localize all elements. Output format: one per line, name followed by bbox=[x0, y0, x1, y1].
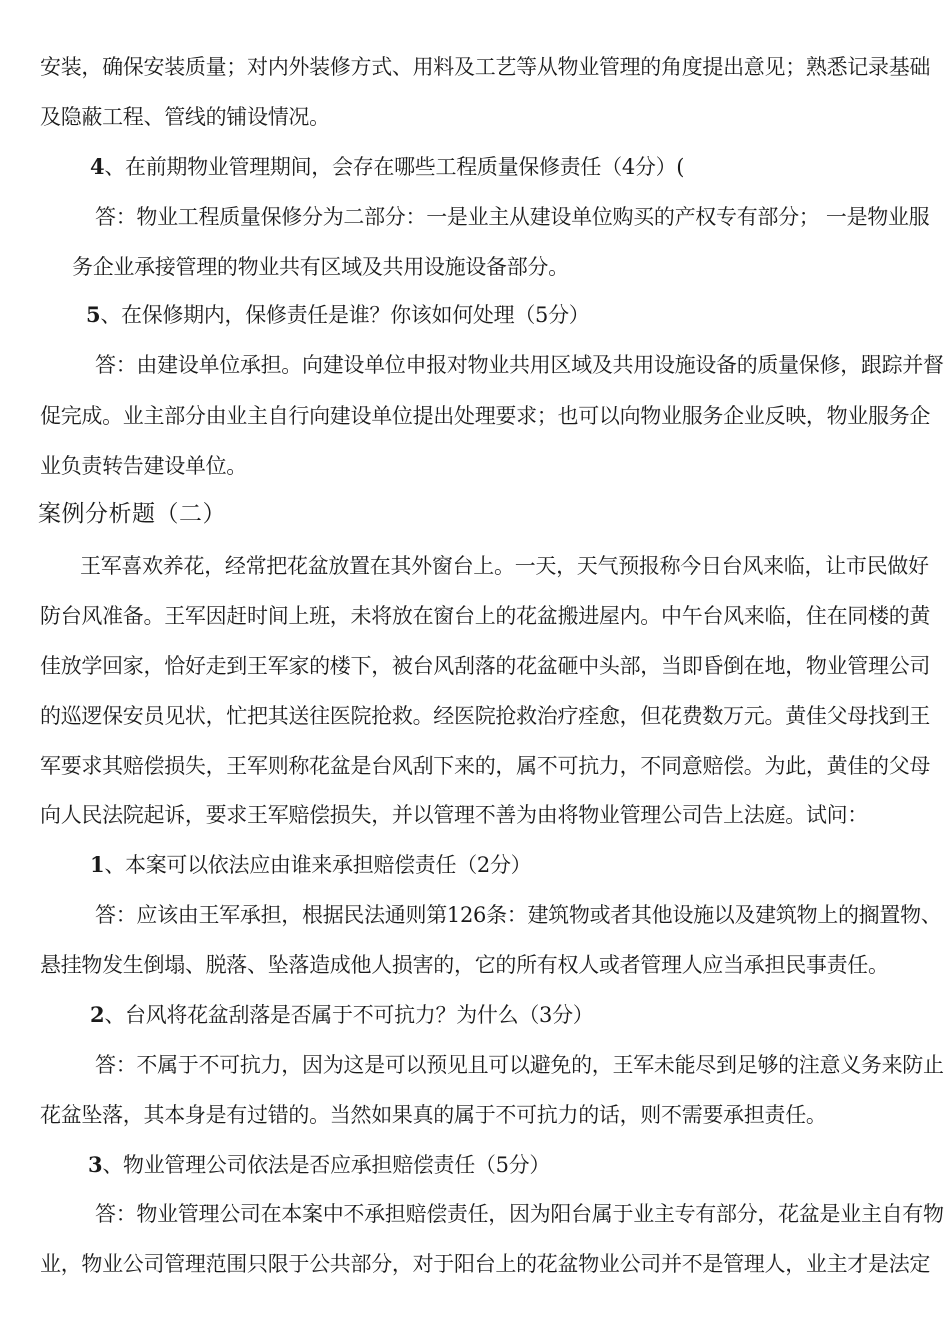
question-text: 、物业管理公司依法是否应承担赔偿责任 bbox=[102, 1153, 475, 1177]
question-score: （5分） bbox=[474, 1153, 551, 1177]
question-number: 1 bbox=[90, 852, 105, 877]
question-text: 、在前期物业管理期间，会存在哪些工程质量保修责任 bbox=[104, 155, 602, 179]
question-2 bbox=[90, 1001, 593, 1029]
section-heading: 案例分析题（二） bbox=[38, 501, 226, 527]
question-3 bbox=[88, 1151, 550, 1179]
question-text: 、台风将花盆刮落是否属于不可抗力？为什么 bbox=[104, 1003, 519, 1027]
case-paragraph-line: 防台风准备。王军因赶时间上班，未将放在窗台上的花盆搬进屋内。中午台风来临，住在同楼的黄 bbox=[40, 604, 931, 628]
answer-4-line: 务企业承接管理的物业共有区域及共用设施设备部分。 bbox=[72, 255, 569, 279]
paragraph-line: 安装，确保安装质量；对内外装修方式、用料及工艺等从物业管理的角度提出意见；熟悉记录基础 bbox=[40, 55, 931, 79]
answer-2-line: 花盆坠落，其本身是有过错的。当然如果真的属于不可抗力的话，则不需要承担责任。 bbox=[40, 1103, 827, 1127]
question-number: 4 bbox=[90, 154, 105, 179]
answer-1-line: 悬挂物发生倒塌、脱落、坠落造成他人损害的，它的所有权人或者管理人应当承担民事责任。 bbox=[40, 953, 889, 977]
answer-1-line: 答：应该由王军承担，根据民法通则第126条：建筑物或者其他设施以及建筑物上的搁置物、 bbox=[95, 903, 942, 927]
answer-4-line: 答：物业工程质量保修分为二部分：一是业主从建设单位购买的产权专有部分； 一是物业服 bbox=[95, 205, 930, 229]
question-text: 、本案可以依法应由谁来承担赔偿责任 bbox=[104, 853, 457, 877]
case-paragraph-line: 佳放学回家，恰好走到王军家的楼下，被台风刮落的花盆砸中头部，当即昏倒在地，物业管理公司 bbox=[40, 654, 931, 678]
question-score: （4分）( bbox=[601, 155, 685, 179]
answer-5-line: 答：由建设单位承担。向建设单位申报对物业共用区域及共用设施设备的质量保修，跟踪并督 bbox=[95, 353, 944, 377]
question-score: （2分） bbox=[456, 853, 532, 877]
question-text: 、在保修期内，保修责任是谁？你该如何处理 bbox=[100, 303, 515, 327]
answer-2-line: 答：不属于不可抗力，因为这是可以预见且可以避免的，王军未能尽到足够的注意义务来防止 bbox=[95, 1053, 944, 1077]
question-5 bbox=[86, 301, 589, 329]
answer-5-line: 业负责转告建设单位。 bbox=[40, 454, 247, 478]
answer-3-line: 业，物业公司管理范围只限于公共部分，对于阳台上的花盆物业公司并不是管理人，业主才是法定 bbox=[40, 1252, 931, 1276]
answer-3-line: 答：物业管理公司在本案中不承担赔偿责任，因为阳台属于业主专有部分，花盆是业主自有物 bbox=[95, 1202, 944, 1226]
case-paragraph-line: 向人民法院起诉，要求王军赔偿损失，并以管理不善为由将物业管理公司告上法庭。试问： bbox=[40, 803, 868, 827]
question-4 bbox=[90, 153, 684, 181]
case-paragraph-line: 王军喜欢养花，经常把花盆放置在其外窗台上。一天，天气预报称今日台风来临，让市民做好 bbox=[80, 554, 929, 578]
case-paragraph-line: 的巡逻保安员见状，忙把其送往医院抢救。经医院抢救治疗痊愈，但花费数万元。黄佳父母找到王 bbox=[40, 704, 931, 728]
question-number: 3 bbox=[88, 1152, 103, 1177]
question-1 bbox=[90, 851, 531, 879]
case-paragraph-line: 军要求其赔偿损失，王军则称花盆是台风刮下来的，属不可抗力，不同意赔偿。为此，黄佳的父母 bbox=[40, 754, 931, 778]
question-number: 2 bbox=[90, 1002, 105, 1027]
question-score: （5分） bbox=[514, 303, 590, 327]
answer-5-line: 促完成。业主部分由业主自行向建设单位提出处理要求；也可以向物业服务企业反映，物业服务企 bbox=[40, 404, 931, 428]
paragraph-line: 及隐蔽工程、管线的铺设情况。 bbox=[40, 105, 330, 129]
question-number: 5 bbox=[86, 302, 101, 327]
question-score: （3分） bbox=[518, 1003, 594, 1027]
